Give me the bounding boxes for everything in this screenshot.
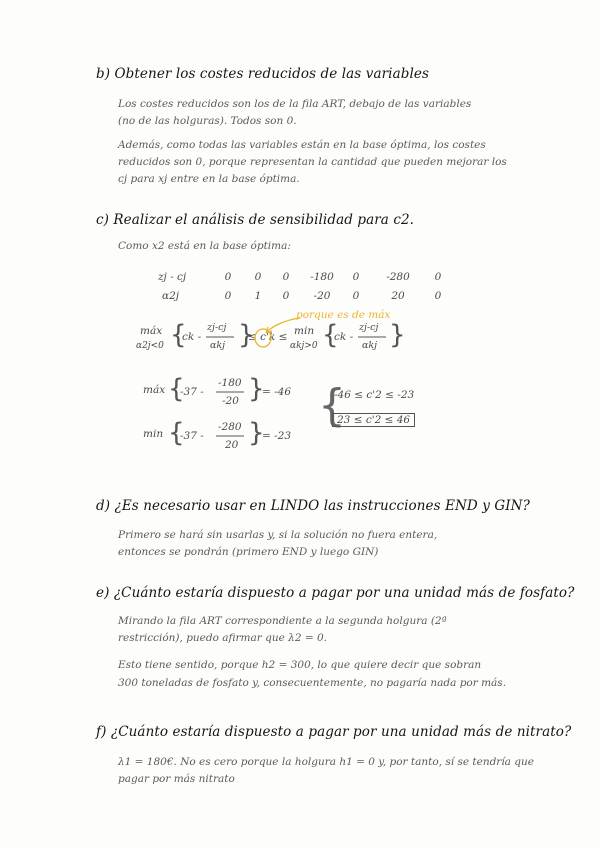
- table-cell: -180: [310, 271, 334, 283]
- calc-min-num: -280: [218, 421, 242, 433]
- calc-max-den: -20: [222, 395, 239, 407]
- heading-b: b) Obtener los costes reducidos de las variables: [96, 66, 429, 82]
- text-e-line2: restricción), puedo afirmar que λ2 = 0.: [118, 632, 327, 644]
- table-row2-label: α2j: [162, 290, 180, 302]
- annotation-highlight: porque es de máx: [296, 309, 391, 321]
- system-brace: {: [318, 380, 346, 431]
- table-cell: 0: [434, 290, 442, 302]
- range-boxed-result: 23 ≤ c'2 ≤ 46: [332, 413, 415, 427]
- formula-frac-num: zj-cj: [207, 322, 227, 333]
- heading-c: c) Realizar el análisis de sensibilidad para c2.: [96, 212, 415, 228]
- table-cell: 1: [254, 290, 262, 302]
- heading-d: d) ¿Es necesario usar en LINDO las instrucciones END y GIN?: [96, 498, 530, 514]
- formula-right-term: ck -: [334, 331, 354, 343]
- text-d-line1: Primero se hará sin usarlas y, si la solución no fuera entera,: [118, 529, 438, 541]
- formula-brace: }: [389, 320, 406, 350]
- table-cell: 20: [391, 290, 405, 302]
- calc-min-result: = -23: [262, 430, 292, 442]
- formula-max-label: máx: [140, 325, 163, 337]
- formula-brace: }: [238, 320, 255, 350]
- text-b-line4: reducidos son 0, porque representan la cantidad que pueden mejorar los: [118, 156, 507, 168]
- formula-frac2-den: αkj: [362, 340, 378, 351]
- table-cell: 0: [282, 290, 290, 302]
- calc-max-result: = -46: [262, 386, 292, 398]
- heading-e: e) ¿Cuánto estaría dispuesto a pagar por una unidad más de fosfato?: [96, 585, 575, 601]
- table-row1-label: zj - cj: [158, 271, 187, 283]
- formula-min-label: min: [294, 325, 315, 337]
- table-cell: -280: [386, 271, 410, 283]
- text-b-line2: (no de las holguras). Todos son 0.: [118, 115, 297, 127]
- calc-brace: }: [248, 374, 265, 404]
- calc-max-expr: -37 -: [180, 386, 204, 398]
- formula-brace: {: [170, 320, 187, 350]
- calc-brace: }: [248, 418, 265, 448]
- text-f-line2: pagar por más nitrato: [118, 773, 235, 785]
- table-cell: 0: [224, 271, 232, 283]
- calc-brace: {: [168, 374, 185, 404]
- text-b-line3: Además, como todas las variables están en la base óptima, los costes: [118, 139, 486, 151]
- table-cell: -20: [313, 290, 331, 302]
- table-cell: 0: [352, 271, 360, 283]
- text-e-line4: 300 toneladas de fosfato y, consecuentemente, no pagaría nada por más.: [118, 677, 507, 689]
- table-cell: 0: [352, 290, 360, 302]
- text-b-line1: Los costes reducidos son los de la fila ART, debajo de las variables: [118, 98, 472, 110]
- table-cell: 0: [282, 271, 290, 283]
- calc-max-num: -180: [218, 377, 242, 389]
- formula-max-condition: α2j<0: [136, 341, 164, 351]
- range-negative: -46 ≤ c'2 ≤ -23: [334, 389, 415, 401]
- calc-brace: {: [168, 418, 185, 448]
- table-cell: 0: [254, 271, 262, 283]
- text-d-line2: entonces se pondrán (primero END y luego GIN): [118, 546, 379, 558]
- text-e-line3: Esto tiene sentido, porque h2 = 300, lo que quiere decir que sobran: [118, 659, 482, 671]
- text-b-line5: cj para xj entre en la base óptima.: [118, 173, 300, 185]
- table-cell: 0: [224, 290, 232, 302]
- calc-min-label: min: [143, 428, 164, 440]
- calc-max-label: máx: [143, 384, 166, 396]
- calc-min-den: 20: [225, 439, 239, 451]
- heading-f: f) ¿Cuánto estaría dispuesto a pagar por una unidad más de nitrato?: [96, 724, 572, 740]
- formula-min-condition: αkj>0: [290, 341, 318, 351]
- highlight-circle: [255, 329, 271, 347]
- calc-min-expr: -37 -: [180, 430, 204, 442]
- formula-frac-den: αkj: [210, 340, 226, 351]
- text-f-line1: λ1 = 180€. No es cero porque la holgura h1 = 0 y, por tanto, sí se tendría que: [118, 756, 534, 768]
- formula-left-term: ck -: [182, 331, 202, 343]
- table-cell: 0: [434, 271, 442, 283]
- text-e-line1: Mirando la fila ART correspondiente a la segunda holgura (2ª: [118, 615, 447, 627]
- formula-frac2-num: zj-cj: [359, 322, 379, 333]
- formula-middle: ≤ c'k ≤: [248, 331, 288, 343]
- text-c-intro: Como x2 está en la base óptima:: [118, 240, 291, 252]
- formula-brace: {: [322, 320, 339, 350]
